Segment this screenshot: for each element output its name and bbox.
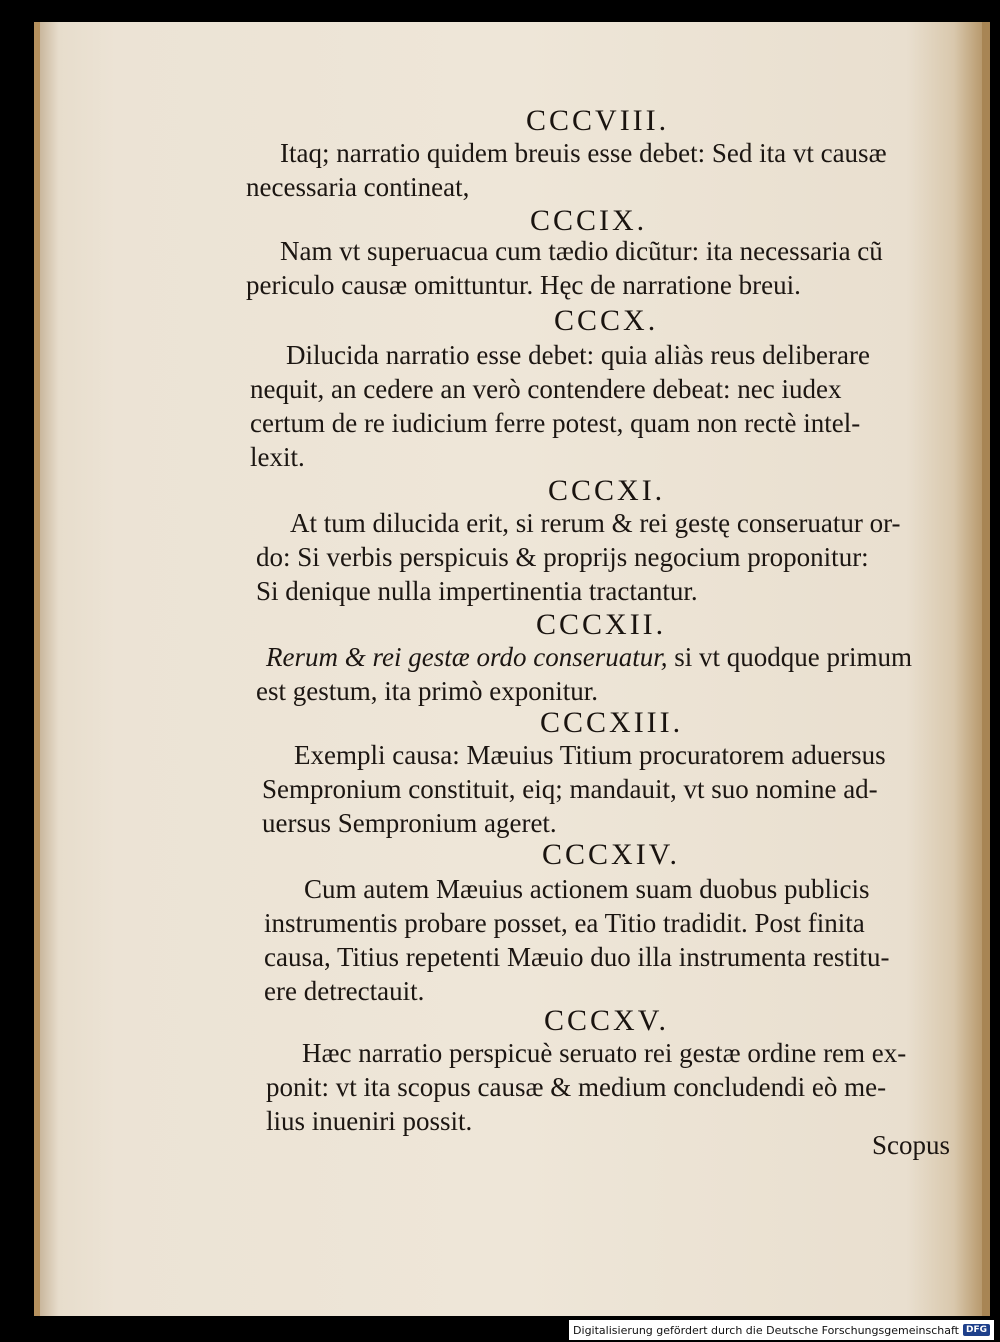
section-heading-310: CCCX. [554, 304, 659, 337]
text-line: ponit: vt ita scopus causæ & medium concludendi eò me- [266, 1072, 887, 1102]
section-heading-314: CCCXIV. [542, 838, 680, 871]
text-line: Exempli causa: Mæuius Titium procuratorem aduersus [294, 740, 886, 770]
italic-phrase: Rerum & rei gestæ ordo conseruatur, [266, 642, 668, 672]
text-line: Nam vt superuacua cum tædio dicũtur: ita necessaria cũ [280, 236, 883, 266]
text-line: Dilucida narratio esse debet: quia aliàs reus deliberare [286, 340, 870, 370]
text-line [266, 642, 912, 673]
catchword: Scopus [872, 1130, 951, 1160]
text-line: Cum autem Mæuius actionem suam duobus publicis [304, 874, 870, 904]
text-line: causa, Titius repetenti Mæuio duo illa instrumenta restitu- [264, 942, 890, 972]
text-line: instrumentis probare posset, ea Titio tradidit. Post finita [264, 908, 865, 938]
text-line: Itaq; narratio quidem breuis esse debet: Sed ita vt causæ [280, 138, 887, 168]
text-line: Sempronium constituit, eiq; mandauit, vt suo nomine ad- [262, 774, 878, 804]
text-line: necessaria contineat, [246, 172, 470, 202]
text-line: do: Si verbis perspicuis & proprijs negocium proponitur: [256, 542, 869, 572]
text-line: lius inueniri possit. [266, 1106, 473, 1136]
credit-text: Digitalisierung gefördert durch die Deutsche Forschungsgemeinschaft [573, 1323, 959, 1337]
text-line: Hæc narratio perspicuè seruato rei gestæ ordine rem ex- [302, 1038, 907, 1068]
text-line: nequit, an cedere an verò contendere debeat: nec iudex [250, 374, 842, 404]
text-run: si vt quodque primum [667, 642, 912, 672]
text-line: Si denique nulla impertinentia tractantur. [256, 576, 698, 606]
text-line: lexit. [250, 442, 305, 472]
section-heading-308: CCCVIII. [526, 104, 670, 137]
section-heading-315: CCCXV. [544, 1004, 669, 1037]
text-line: est gestum, ita primò exponitur. [256, 676, 598, 706]
text-line: ere detrectauit. [264, 976, 425, 1006]
dfg-logo: DFG [963, 1324, 990, 1336]
text-line: uersus Sempronium ageret. [262, 808, 557, 838]
digitization-credit [569, 1320, 994, 1340]
section-heading-309: CCCIX. [530, 204, 648, 237]
section-heading-311: CCCXI. [548, 474, 666, 507]
text-line: periculo causæ omittuntur. Hęc de narratione breui. [246, 270, 801, 300]
section-heading-313: CCCXIII. [540, 706, 684, 739]
book-page [34, 22, 990, 1316]
section-heading-312: CCCXII. [536, 608, 667, 641]
text-line: certum de re iudicium ferre potest, quam non rectè intel- [250, 408, 861, 438]
text-line: At tum dilucida erit, si rerum & rei gestę conseruatur or- [290, 508, 901, 538]
